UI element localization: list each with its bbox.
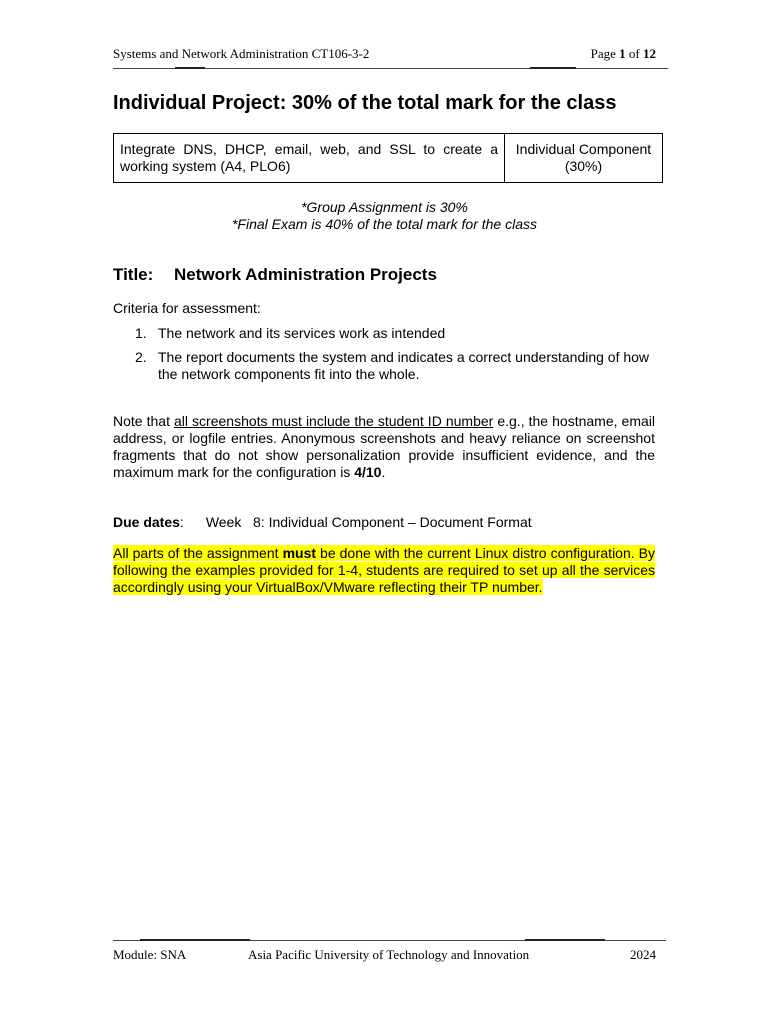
list-item-number: 2. [135,349,147,365]
screenshot-note [113,413,655,481]
course-name: Systems and Network Administration CT106-3-2 [113,46,370,61]
component-description: Integrate DNS, DHCP, email, web, and SSL to create a working system (A4, PLO6) [114,134,505,183]
page-number [591,46,656,62]
criteria-list [113,325,656,390]
list-item [113,325,656,342]
list-item [113,349,656,383]
header-rule-accent-left [175,67,205,69]
footer-module: Module: SNA [113,947,187,962]
warning-text-end: be done with the current Linux distro configuration. By following the examples provided for 1-4, students are required to set up all the services accordingly using your VirtualBox/VMware reflecting their TP number. [113,545,656,595]
list-item-text: The network and its services work as intended [158,325,446,341]
page-of: of [625,46,643,61]
component-weight [505,134,663,183]
due-week-label: Week [205,514,242,530]
page-header [113,46,656,64]
weight-notes [113,199,656,233]
project-title-label: Title: [113,265,154,284]
due-dates-text: 8: Individual Component – Document Format [253,514,532,530]
list-item-text: The report documents the system and indicates a correct understanding of how the network components fit into the whole. [158,349,650,382]
due-dates [113,514,532,530]
note-underlined: all screenshots must include the student ID number [174,413,494,429]
note-text-end: . [381,464,386,480]
table-row [114,134,663,183]
configuration-warning [113,545,655,596]
criteria-intro: Criteria for assessment: [113,300,261,316]
warning-text-start: All parts of the assignment [113,545,283,561]
page-current: 1 [619,46,626,61]
note-mark: 4/10 [354,464,382,480]
project-title-text: Network Administration Projects [174,265,437,284]
page-total: 12 [643,46,656,61]
final-note: *Final Exam is 40% of the total mark for the class [231,216,537,232]
footer-institution: Asia Pacific University of Technology and Innovation [248,947,530,962]
page-prefix: Page [590,46,620,61]
warning-must: must [282,545,317,561]
component-weight-line2: (30%) [564,158,603,174]
note-text-start: Note that [113,413,174,429]
due-dates-colon: : [179,514,184,530]
footer-rule-accent-right [525,939,605,941]
list-item-number: 1. [135,325,147,341]
header-rule-accent-right [530,67,576,69]
footer-year: 2024 [630,947,656,962]
project-title [113,265,437,285]
page-footer [113,947,656,965]
footer-rule-accent-left [140,939,250,941]
group-note: *Group Assignment is 30% [301,199,468,215]
page-title: Individual Project: 30% of the total mark for the class [113,92,617,114]
component-table [113,133,663,183]
note-text-middle: e.g., the hostname, email address, or logfile entries. Anonymous screenshots and heavy reliance on screenshot fragments that do not show personalization provide insufficient evidence, and the maximum mark for the configuration is [113,413,655,480]
due-dates-label: Due dates [113,514,180,530]
component-weight-line1: Individual Component [515,141,652,157]
